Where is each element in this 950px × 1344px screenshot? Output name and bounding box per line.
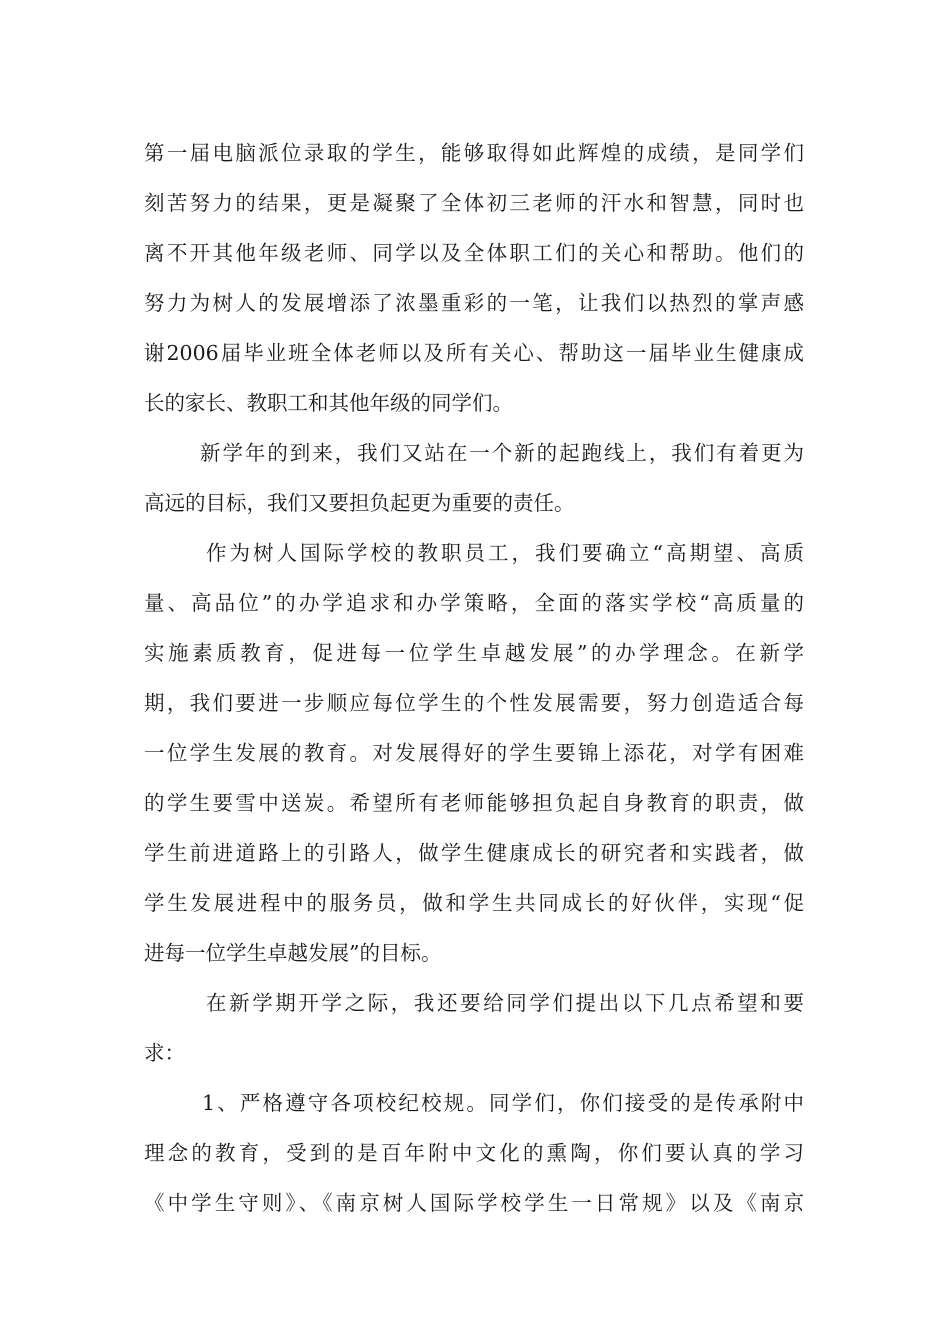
text-line: 长的家长、教职工和其他年级的同学们。 (144, 391, 513, 415)
text-line: 一位学生发展的教育。对发展得好的学生要锦上添花，对学有困难 (144, 741, 804, 765)
text-line: 1、严格遵守各项校纪校规。同学们，你们接受的是传承附中 (202, 1091, 804, 1115)
text-line: 学生发展进程中的服务员，做和学生共同成长的好伙伴，实现“促 (144, 891, 804, 915)
text-line: 努力为树人的发展增添了浓墨重彩的一笔，让我们以热烈的掌声感 (144, 291, 804, 315)
text-line: 第一届电脑派位录取的学生，能够取得如此辉煌的成绩，是同学们 (144, 141, 804, 165)
body-text (144, 128, 804, 1228)
text-line: 离不开其他年级老师、同学以及全体职工们的关心和帮助。他们的 (144, 241, 804, 265)
text-line: 理念的教育，受到的是百年附中文化的熏陶，你们要认真的学习 (144, 1141, 804, 1165)
text-line: 实施素质教育，促进每一位学生卓越发展”的办学理念。在新学 (144, 641, 804, 665)
text-line: 刻苦努力的结果，更是凝聚了全体初三老师的汗水和智慧，同时也 (144, 191, 804, 215)
text-line: 在新学期开学之际，我还要给同学们提出以下几点希望和要 (206, 991, 804, 1015)
text-line: 进每一位学生卓越发展”的目标。 (144, 941, 442, 965)
text-line: 高远的目标，我们又要担负起更为重要的责任。 (144, 491, 575, 515)
text-line: 量、高品位”的办学追求和办学策略，全面的落实学校“高质量的 (144, 591, 804, 615)
text-line: 新学年的到来，我们又站在一个新的起跑线上，我们有着更为 (200, 441, 804, 465)
text-line: 学生前进道路上的引路人，做学生健康成长的研究者和实践者，做 (144, 841, 804, 865)
text-line: 求： (144, 1041, 185, 1065)
text-line: 期，我们要进一步顺应每位学生的个性发展需要，努力创造适合每 (144, 691, 804, 715)
text-line: 作为树人国际学校的教职员工，我们要确立“高期望、高质 (206, 541, 804, 565)
text-line: 谢2006届毕业班全体老师以及所有关心、帮助这一届毕业生健康成 (144, 341, 804, 365)
text-line: 《中学生守则》、《南京树人国际学校学生一日常规》以及《南京 (144, 1191, 804, 1215)
text-line: 的学生要雪中送炭。希望所有老师能够担负起自身教育的职责，做 (144, 791, 804, 815)
